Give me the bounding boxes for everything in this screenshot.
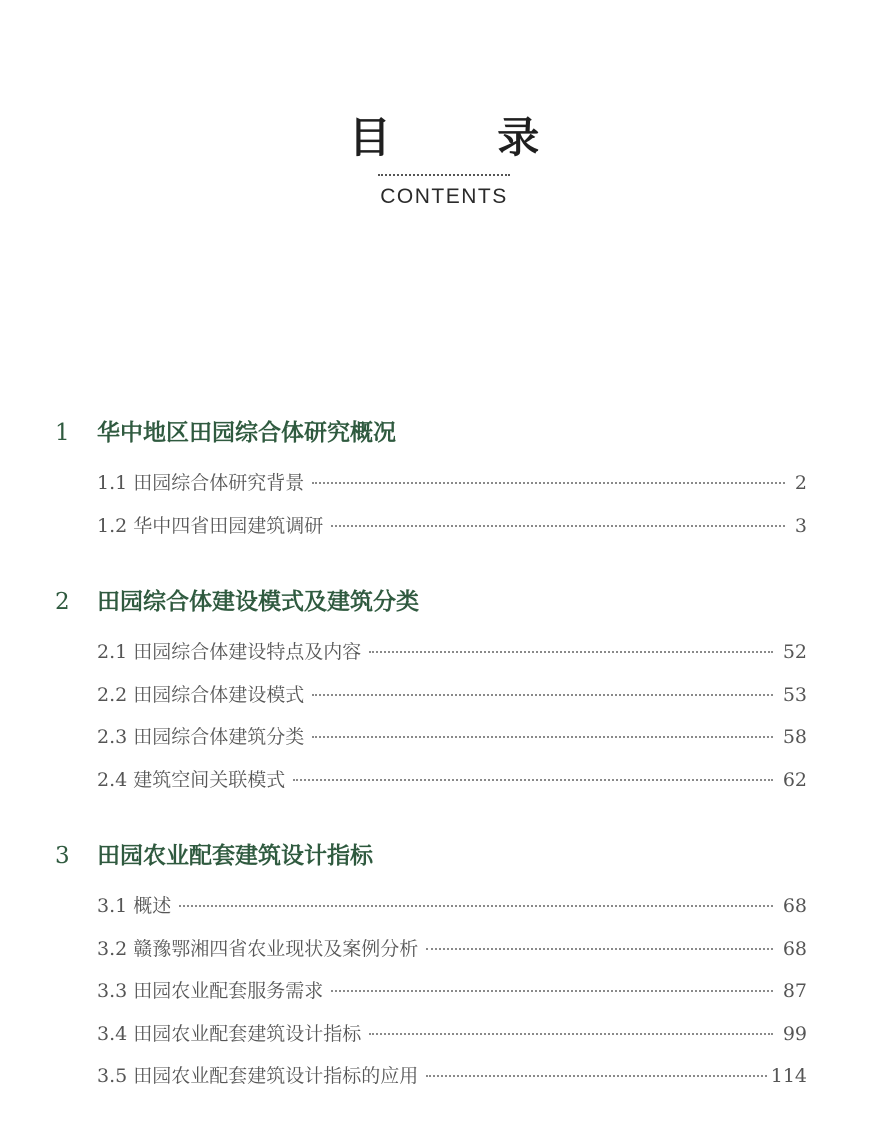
toc-entry[interactable] bbox=[97, 1055, 807, 1098]
toc-entry-label: 3.1 概述 bbox=[97, 895, 172, 917]
dot-leader bbox=[312, 736, 773, 738]
toc-entry-label: 3.5 田园农业配套建筑设计指标的应用 bbox=[97, 1065, 419, 1087]
dot-leader bbox=[426, 948, 773, 950]
toc-entry-page: 87 bbox=[782, 980, 807, 1002]
title-dotted-rule bbox=[378, 174, 510, 176]
dot-leader bbox=[369, 651, 773, 653]
toc-entry-label: 2.2 田园综合体建设模式 bbox=[97, 683, 305, 706]
toc-entry-label: 1.2 华中四省田园建筑调研 bbox=[97, 514, 324, 537]
toc-entry-label: 3.3 田园农业配套服务需求 bbox=[97, 980, 324, 1002]
toc-entry-label: 3.4 田园农业配套建筑设计指标 bbox=[97, 1022, 362, 1045]
toc-entry[interactable] bbox=[97, 928, 807, 971]
page-subtitle: CONTENTS bbox=[380, 185, 508, 208]
dot-leader bbox=[331, 525, 785, 527]
toc-entry-page: 53 bbox=[782, 683, 807, 706]
chapter-heading[interactable] bbox=[55, 583, 807, 621]
chapter-3 bbox=[55, 837, 807, 1098]
chapter-number: 3 bbox=[55, 843, 70, 869]
toc-entry[interactable] bbox=[97, 716, 807, 759]
toc-entry-label: 1.1 田园综合体研究背景 bbox=[97, 472, 305, 494]
toc-entry-page: 52 bbox=[782, 641, 807, 663]
toc-entry-label: 3.2 赣豫鄂湘四省农业现状及案例分析 bbox=[97, 937, 419, 960]
toc-entry[interactable] bbox=[97, 1013, 807, 1056]
toc-entry-page: 62 bbox=[782, 768, 807, 791]
chapter-entries bbox=[97, 885, 807, 1098]
toc-entry-page: 114 bbox=[770, 1065, 807, 1087]
title-block bbox=[0, 112, 888, 210]
toc-entry[interactable] bbox=[97, 505, 807, 548]
toc-entry-label: 2.3 田园综合体建筑分类 bbox=[97, 726, 305, 748]
chapter-spacer bbox=[55, 547, 807, 583]
chapter-title: 田园综合体建设模式及建筑分类 bbox=[97, 589, 419, 615]
toc-entry[interactable] bbox=[97, 462, 807, 505]
chapter-heading[interactable] bbox=[55, 414, 807, 452]
toc-entry-label: 2.4 建筑空间关联模式 bbox=[97, 768, 286, 791]
toc-entry-page: 99 bbox=[782, 1022, 807, 1045]
toc-entry-page: 68 bbox=[782, 895, 807, 917]
chapter-entries bbox=[97, 631, 807, 801]
chapter-2 bbox=[55, 583, 807, 801]
dot-leader bbox=[369, 1033, 773, 1035]
toc-entry[interactable] bbox=[97, 674, 807, 717]
toc-entry-page: 68 bbox=[782, 937, 807, 960]
table-of-contents bbox=[55, 414, 807, 1098]
dot-leader bbox=[293, 779, 773, 781]
chapter-number: 2 bbox=[55, 589, 70, 615]
toc-entry[interactable] bbox=[97, 970, 807, 1013]
toc-entry[interactable] bbox=[97, 885, 807, 928]
dot-leader bbox=[331, 990, 773, 992]
chapter-entries bbox=[97, 462, 807, 547]
chapter-title: 田园农业配套建筑设计指标 bbox=[97, 843, 373, 869]
chapter-1 bbox=[55, 414, 807, 547]
page-title: 目 录 bbox=[348, 113, 586, 162]
dot-leader bbox=[426, 1075, 766, 1077]
toc-entry[interactable] bbox=[97, 759, 807, 802]
chapter-heading[interactable] bbox=[55, 837, 807, 875]
toc-entry-label: 2.1 田园综合体建设特点及内容 bbox=[97, 641, 362, 663]
toc-entry-page: 3 bbox=[794, 514, 807, 537]
toc-entry-page: 2 bbox=[794, 472, 807, 494]
chapter-number: 1 bbox=[55, 420, 70, 446]
toc-entry[interactable] bbox=[97, 631, 807, 674]
chapter-title: 华中地区田园综合体研究概况 bbox=[97, 420, 396, 446]
chapter-spacer bbox=[55, 801, 807, 837]
dot-leader bbox=[179, 905, 773, 907]
dot-leader bbox=[312, 694, 773, 696]
dot-leader bbox=[312, 482, 785, 484]
toc-entry-page: 58 bbox=[782, 726, 807, 748]
